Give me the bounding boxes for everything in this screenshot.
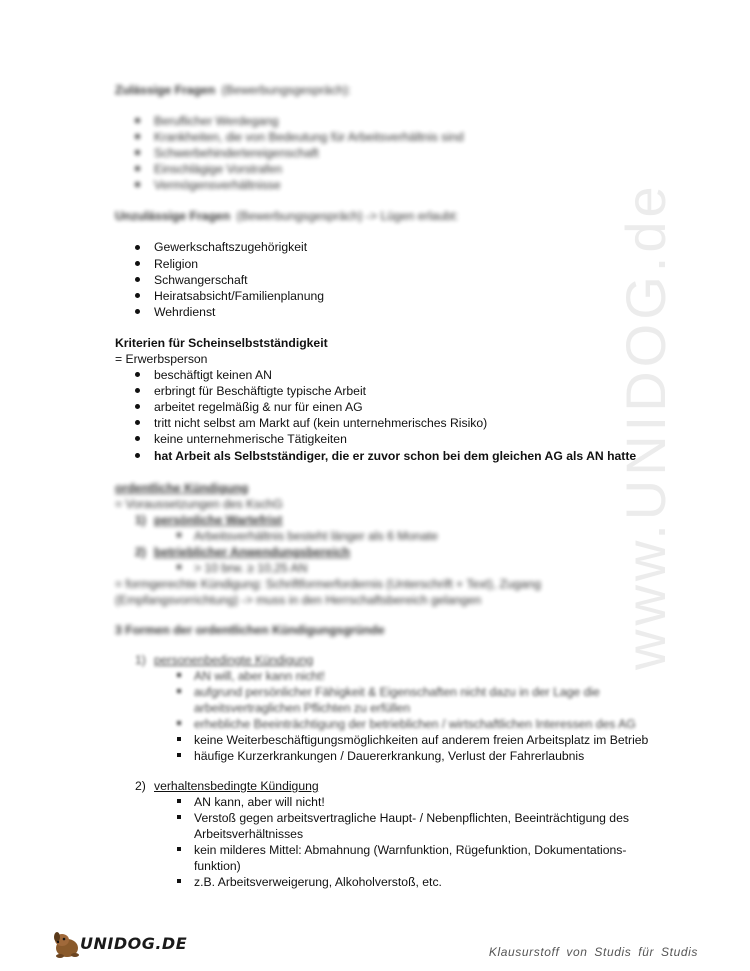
section1-heading-note: (Bewerbungsgespräch): <box>221 83 352 97</box>
bullet-icon <box>135 372 140 377</box>
bullet-icon <box>177 737 181 741</box>
numbered-marker: 1) <box>135 513 146 527</box>
bullet-icon <box>135 420 140 425</box>
list-item: AN will, aber kann nicht! <box>194 669 325 683</box>
list-item: Schwerbehindertereigenschaft <box>154 146 319 160</box>
list-item: AN kann, aber will nicht! <box>194 795 325 809</box>
numbered-marker: 2) <box>135 779 146 793</box>
bullet-icon <box>177 879 181 883</box>
bullet-icon <box>177 799 181 803</box>
bullet-icon <box>135 277 140 282</box>
section2-heading-text: Unzulässige Fragen <box>115 209 231 223</box>
list-item: Gewerkschaftszugehörigkeit <box>154 240 308 254</box>
list-item-continuation: Arbeitsverhältnisses <box>194 827 304 841</box>
section3-sub: = Erwerbsperson <box>115 352 208 366</box>
list-item: kein milderes Mittel: Abmahnung (Warnfunktion, Rügefunktion, Dokumentations- <box>194 843 627 857</box>
dog-icon <box>50 928 84 960</box>
list-item: Krankheiten, die von Bedeutung für Arbeitsverhältnis sind <box>154 130 464 144</box>
list-item: z.B. Arbeitsverweigerung, Alkoholverstoß, etc. <box>194 875 442 889</box>
list-item: Vermögensverhältnisse <box>154 178 281 192</box>
list-item: Religion <box>154 257 199 271</box>
bullet-icon <box>135 134 140 139</box>
bullet-icon <box>177 565 181 569</box>
list-item: keine Weiterbeschäftigungsmöglichkeiten auf anderem freien Arbeitsplatz im Betrieb <box>194 733 649 747</box>
bullet-icon <box>177 673 181 677</box>
bullet-icon <box>177 721 181 725</box>
bullet-icon <box>177 815 181 819</box>
numbered-label: personenbedingte Kündigung <box>154 653 314 667</box>
list-item: häufige Kurzerkrankungen / Dauererkrankung, Verlust der Fahrerlaubnis <box>194 749 585 763</box>
bullet-icon <box>135 293 140 298</box>
numbered-marker: 2) <box>135 545 146 559</box>
list-item: erhebliche Beeinträchtigung der betrieblichen / wirtschaftlichen Interessen des AG <box>194 717 636 731</box>
list-item: keine unternehmerische Tätigkeiten <box>154 432 347 446</box>
list-item: Verstoß gegen arbeitsvertragliche Haupt- / Nebenpflichten, Beeinträchtigung des <box>194 811 629 825</box>
paragraph-line: (Empfangsvorrichtung) -> muss in den Herrschaftsbereich gelangen <box>115 593 482 607</box>
bullet-icon <box>135 166 140 171</box>
numbered-marker: 1) <box>135 653 146 667</box>
section1-heading <box>115 82 351 98</box>
numbered-label: persönliche Wartefrist <box>154 513 283 527</box>
list-item: Beruflicher Werdegang <box>154 114 279 128</box>
numbered-label: betrieblicher Anwendungsbereich <box>154 545 350 559</box>
unidog-logo <box>50 928 188 960</box>
bullet-icon <box>135 150 140 155</box>
list-item: Wehrdienst <box>154 305 216 319</box>
bullet-icon <box>177 847 181 851</box>
list-item-continuation: arbeitsvertraglichen Pflichten zu erfüllen <box>194 701 411 715</box>
list-item: arbeitet regelmäßig & nur für einen AG <box>154 400 363 414</box>
bullet-icon <box>135 436 140 441</box>
bullet-icon <box>135 261 140 266</box>
section1-heading-text: Zulässige Fragen <box>115 83 216 97</box>
bullet-icon <box>135 453 140 458</box>
bullet-icon <box>135 404 140 409</box>
bullet-icon <box>177 533 181 537</box>
section3-heading: Kriterien für Scheinselbstständigkeit <box>115 336 328 350</box>
bullet-icon <box>135 118 140 123</box>
list-item: Heiratsabsicht/Familienplanung <box>154 289 325 303</box>
footer-slogan: Klausurstoff von Studis für Studis <box>488 945 698 959</box>
bullet-icon <box>135 309 140 314</box>
section2-heading <box>115 208 458 224</box>
numbered-label: verhaltensbedingte Kündigung <box>154 779 319 793</box>
bullet-icon <box>135 182 140 187</box>
section4-heading: ordentliche Kündigung <box>115 481 249 495</box>
list-item: > 10 brw. ≥ 10,25 AN <box>194 561 308 575</box>
watermark: www.UNIDOG.de <box>614 182 677 670</box>
bullet-icon <box>177 753 181 757</box>
list-item: aufgrund persönlicher Fähigkeit & Eigenschaften nicht dazu in der Lage die <box>194 685 600 699</box>
section5-heading: 3 Formen der ordentlichen Kündigungsgründe <box>115 623 385 637</box>
logo-text: UNIDOG.DE <box>80 934 188 953</box>
list-item: erbringt für Beschäftigte typische Arbeit <box>154 384 367 398</box>
list-item: Schwangerschaft <box>154 273 248 287</box>
list-item-continuation: funktion) <box>194 859 241 873</box>
list-item: beschäftigt keinen AN <box>154 368 272 382</box>
list-item: Einschlägige Vorstrafen <box>154 162 283 176</box>
bullet-icon <box>177 689 181 693</box>
section2-heading-note: (Bewerbungsgespräch) -> Lügen erlaubt: <box>236 209 459 223</box>
bullet-icon <box>135 388 140 393</box>
bullet-icon <box>135 245 140 250</box>
list-item: tritt nicht selbst am Markt auf (kein unternehmerisches Risiko) <box>154 416 488 430</box>
list-item-bold: hat Arbeit als Selbstständiger, die er zuvor schon bei dem gleichen AG als AN hatte <box>154 449 637 463</box>
section4-sub: = Voraussetzungen des KschG <box>115 497 283 511</box>
paragraph-line: = formgerechte Kündigung: Schriftformerfordernis (Unterschrift + Text), Zugang <box>115 577 541 591</box>
list-item: Arbeitsverhältnis besteht länger als 6 Monate <box>194 529 438 543</box>
